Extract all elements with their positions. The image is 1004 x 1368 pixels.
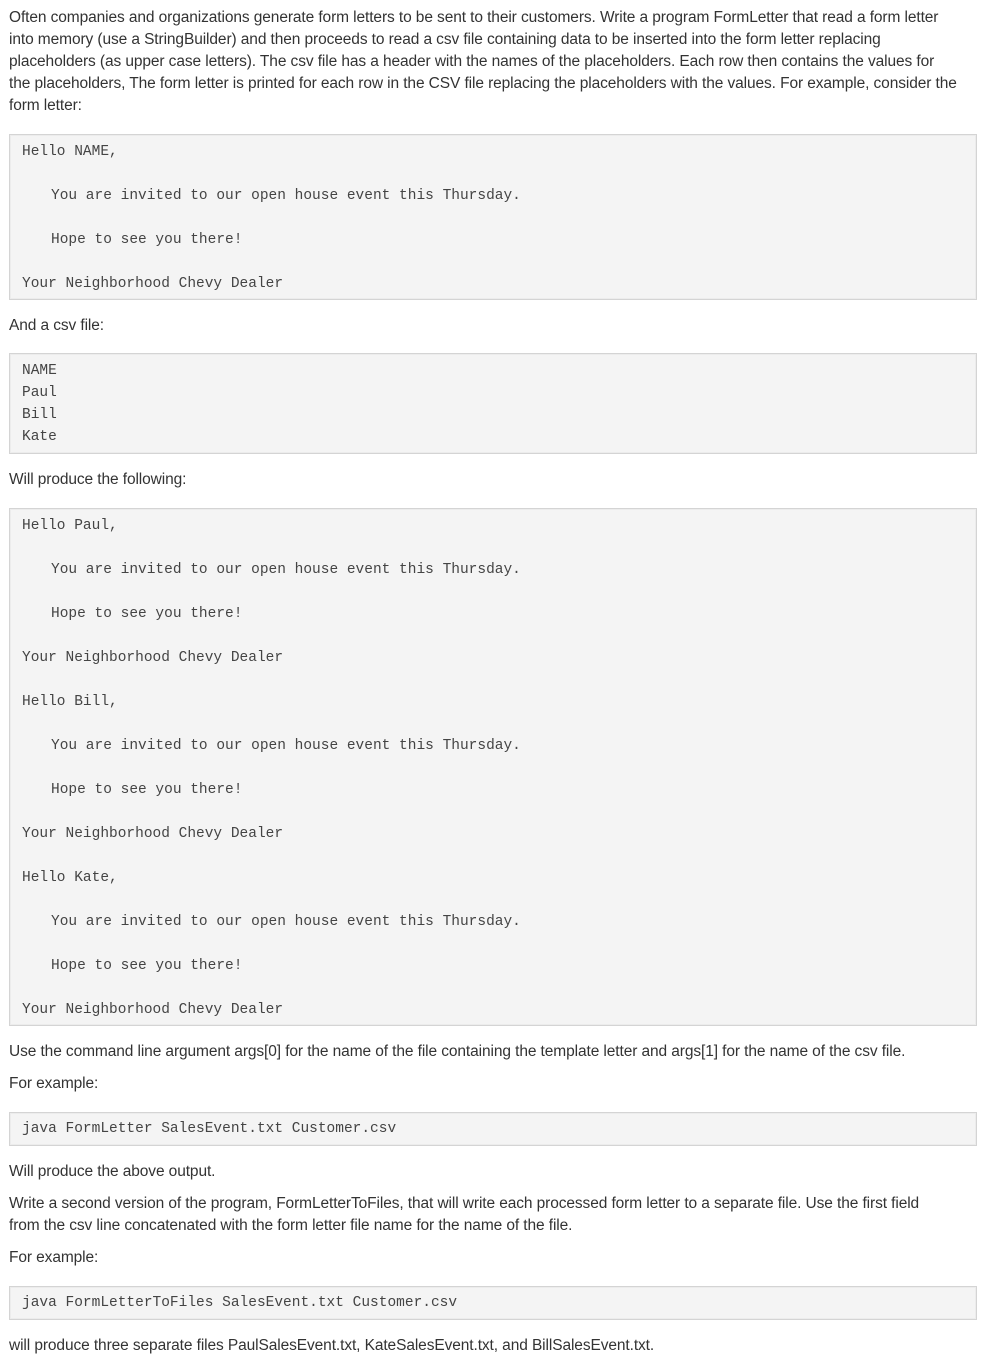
- template-letter-code-block: [9, 134, 977, 300]
- intro-line: form letter:: [9, 97, 82, 114]
- output-signature-line: Your Neighborhood Chevy Dealer: [22, 826, 284, 842]
- command-code-block: [9, 1286, 977, 1320]
- intro-line: the placeholders, The form letter is printed for each row in the CSV file replacing the placeholders with the values. For example, consider the: [9, 75, 957, 92]
- intro-line: into memory (use a StringBuilder) and then proceeds to read a csv file containing data to be inserted into the form letter replacing: [9, 31, 881, 48]
- output-signature-line: Your Neighborhood Chevy Dealer: [22, 1002, 284, 1018]
- output-hope-line: Hope to see you there!: [51, 958, 243, 974]
- args-instruction-text: Use the command line argument args[0] for the name of the file containing the template letter and args[1] for the name of the csv file.: [9, 1043, 906, 1060]
- intro-line: Often companies and organizations generate form letters to be sent to their customers. Write a program FormLetter that read a form letter: [9, 9, 939, 26]
- output-signature-line: Your Neighborhood Chevy Dealer: [22, 650, 284, 666]
- output-invite-line: You are invited to our open house event this Thursday.: [51, 738, 521, 754]
- csv-row-line: Bill: [22, 407, 57, 423]
- for-example-label: For example:: [9, 1249, 99, 1266]
- command-line: java FormLetter SalesEvent.txt Customer.csv: [22, 1121, 397, 1137]
- csv-intro-text: And a csv file:: [9, 317, 104, 334]
- code-line-greeting: Hello NAME,: [22, 144, 118, 160]
- csv-row-line: Paul: [22, 385, 57, 401]
- will-produce-text: Will produce the above output.: [9, 1163, 216, 1180]
- output-code-block: [9, 508, 977, 1026]
- intro-line: placeholders (as upper case letters). The csv file has a header with the names of the placeholders. Each row then contains the values for: [9, 53, 935, 70]
- final-result-text: will produce three separate files PaulSalesEvent.txt, KateSalesEvent.txt, and BillSalesEvent.txt.: [9, 1337, 655, 1354]
- csv-code-block: [9, 353, 977, 454]
- command-code-block: [9, 1112, 977, 1146]
- code-line-signature: Your Neighborhood Chevy Dealer: [22, 276, 284, 292]
- output-invite-line: You are invited to our open house event this Thursday.: [51, 914, 521, 930]
- output-greeting-line: Hello Kate,: [22, 870, 118, 886]
- command-line: java FormLetterToFiles SalesEvent.txt Customer.csv: [22, 1295, 458, 1311]
- csv-row-line: Kate: [22, 429, 57, 445]
- code-line-hope: Hope to see you there!: [51, 232, 243, 248]
- output-hope-line: Hope to see you there!: [51, 782, 243, 798]
- for-example-label: For example:: [9, 1075, 99, 1092]
- csv-header-line: NAME: [22, 363, 57, 379]
- output-invite-line: You are invited to our open house event this Thursday.: [51, 562, 521, 578]
- second-version-line: from the csv line concatenated with the form letter file name for the name of the file.: [9, 1217, 573, 1234]
- output-greeting-line: Hello Bill,: [22, 694, 118, 710]
- output-greeting-line: Hello Paul,: [22, 518, 118, 534]
- output-intro-text: Will produce the following:: [9, 471, 187, 488]
- second-version-line: Write a second version of the program, FormLetterToFiles, that will write each processed form letter to a separate file. Use the first field: [9, 1195, 920, 1212]
- output-hope-line: Hope to see you there!: [51, 606, 243, 622]
- code-line-invite: You are invited to our open house event this Thursday.: [51, 188, 521, 204]
